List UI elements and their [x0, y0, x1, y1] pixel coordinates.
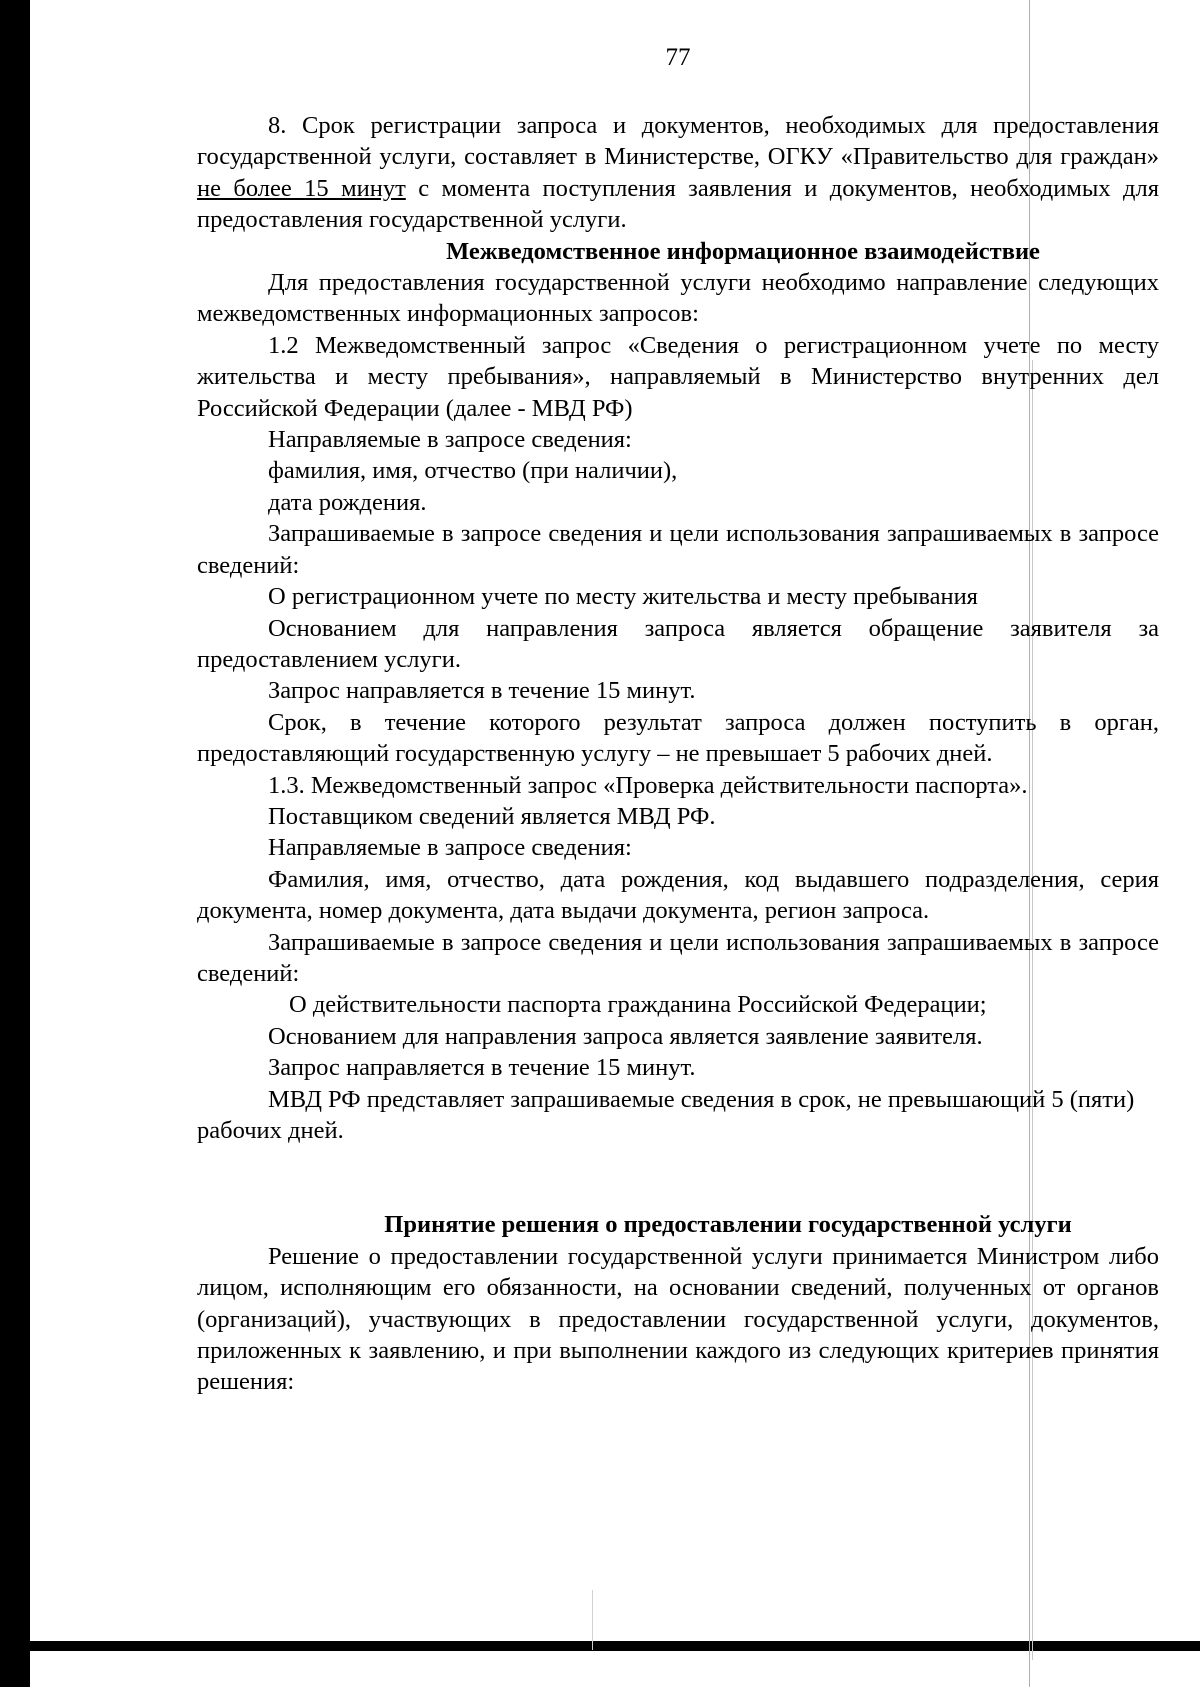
- paragraph: [197, 675, 1159, 706]
- paragraph: [197, 613, 1159, 676]
- paragraph-text: Основанием для направления запроса является обращение заявителя за предоставлением услуги.: [197, 614, 1159, 673]
- paragraph-text: Запрашиваемые в запросе сведения и цели использования запрашиваемых в запросе сведений:: [197, 520, 1159, 579]
- paragraph-text: 1.3. Межведомственный запрос «Проверка действительности паспорта».: [268, 771, 1028, 799]
- paragraph: [197, 424, 1159, 455]
- scan-fold-line-3: [592, 1590, 593, 1650]
- paragraph: [197, 581, 1159, 612]
- paragraph-text: Поставщиком сведений является МВД РФ.: [268, 802, 716, 830]
- paragraph: [197, 518, 1159, 581]
- paragraph-text: Фамилия, имя, отчество, дата рождения, код выдавшего подразделения, серия документа, номер документа, дата выдачи документа, регион запроса.: [197, 865, 1159, 925]
- paragraph-text: Направляемые в запросе сведения:: [268, 426, 632, 454]
- paragraph: [197, 770, 1159, 801]
- paragraph-text: МВД РФ представляет запрашиваемые сведения в срок, не превышающий 5 (пяти) рабочих дней.: [197, 1085, 1135, 1144]
- section-gap: [197, 1146, 1159, 1209]
- paragraph: [197, 455, 1159, 486]
- paragraph: [197, 487, 1159, 518]
- paragraph-text: Запрос направляется в течение 15 минут.: [268, 1054, 696, 1082]
- paragraph: [197, 1021, 1159, 1052]
- paragraph-text: Направляемые в запросе сведения:: [268, 834, 632, 862]
- section-heading: Межведомственное информационное взаимодействие: [446, 237, 1040, 265]
- paragraph: [197, 1052, 1159, 1083]
- paragraph: [197, 989, 1159, 1020]
- paragraph-text: 1.2 Межведомственный запрос «Сведения о регистрационном учете по месту жительства и месту пребывания», направляемый в Министерство внутренних дел Российской Федерации (далее - МВД РФ): [197, 331, 1159, 422]
- paragraph: [197, 927, 1159, 990]
- paragraph: [197, 330, 1159, 424]
- paragraph-text: О регистрационном учете по месту жительства и месту пребывания: [268, 583, 978, 611]
- paragraph: [197, 801, 1159, 832]
- paragraph-text: 8. Срок регистрации запроса и документов, необходимых для предоставления государственной услуги, составляет в Министерстве, ОГКУ «Правительство для граждан»: [197, 112, 1159, 171]
- underlined-text: не более 15 минут: [197, 174, 406, 202]
- paragraph-text: Запрашиваемые в запросе сведения и цели использования запрашиваемых в запросе сведений:: [197, 928, 1159, 987]
- paragraph: [197, 110, 1159, 236]
- paragraph: [197, 832, 1159, 863]
- paragraph: [197, 864, 1159, 927]
- section-heading: Принятие решения о предоставлении государственной услуги: [384, 1211, 1072, 1239]
- scan-edge-left: [0, 0, 30, 1687]
- paragraph-text: О действительности паспорта гражданина Российской Федерации;: [289, 991, 987, 1019]
- paragraph-text: фамилия, имя, отчество (при наличии),: [268, 457, 678, 485]
- paragraph-text-continued: с момента поступления заявления и документов, необходимых для предоставления государственной услуги.: [197, 174, 1159, 234]
- paragraph: [197, 707, 1159, 770]
- paragraph-text: дата рождения.: [268, 488, 427, 516]
- scan-edge-bottom: [0, 1641, 1200, 1651]
- document-body: [197, 110, 1159, 1398]
- paragraph-text: Основанием для направления запроса является заявление заявителя.: [268, 1022, 983, 1050]
- page-number: 77: [665, 44, 691, 71]
- paragraph-text: Срок, в течение которого результат запроса должен поступить в орган, предоставляющий государственную услугу – не превышает 5 рабочих дней.: [197, 708, 1159, 768]
- paragraph: [197, 267, 1159, 330]
- paragraph-text: Для предоставления государственной услуги необходимо направление следующих межведомственных информационных запросов:: [197, 269, 1159, 328]
- paragraph-text: Запрос направляется в течение 15 минут.: [268, 677, 696, 705]
- paragraph-text: Решение о предоставлении государственной услуги принимается Министром либо лицом, исполняющим его обязанности, на основании сведений, полученных от органов (организаций), участвующих в предоставлении государственной услуги, документов, приложенных к заявлению, и при выполнении каждого из следующих критериев принятия решения:: [197, 1242, 1159, 1396]
- paragraph: [197, 1084, 1159, 1147]
- paragraph: [197, 1241, 1159, 1398]
